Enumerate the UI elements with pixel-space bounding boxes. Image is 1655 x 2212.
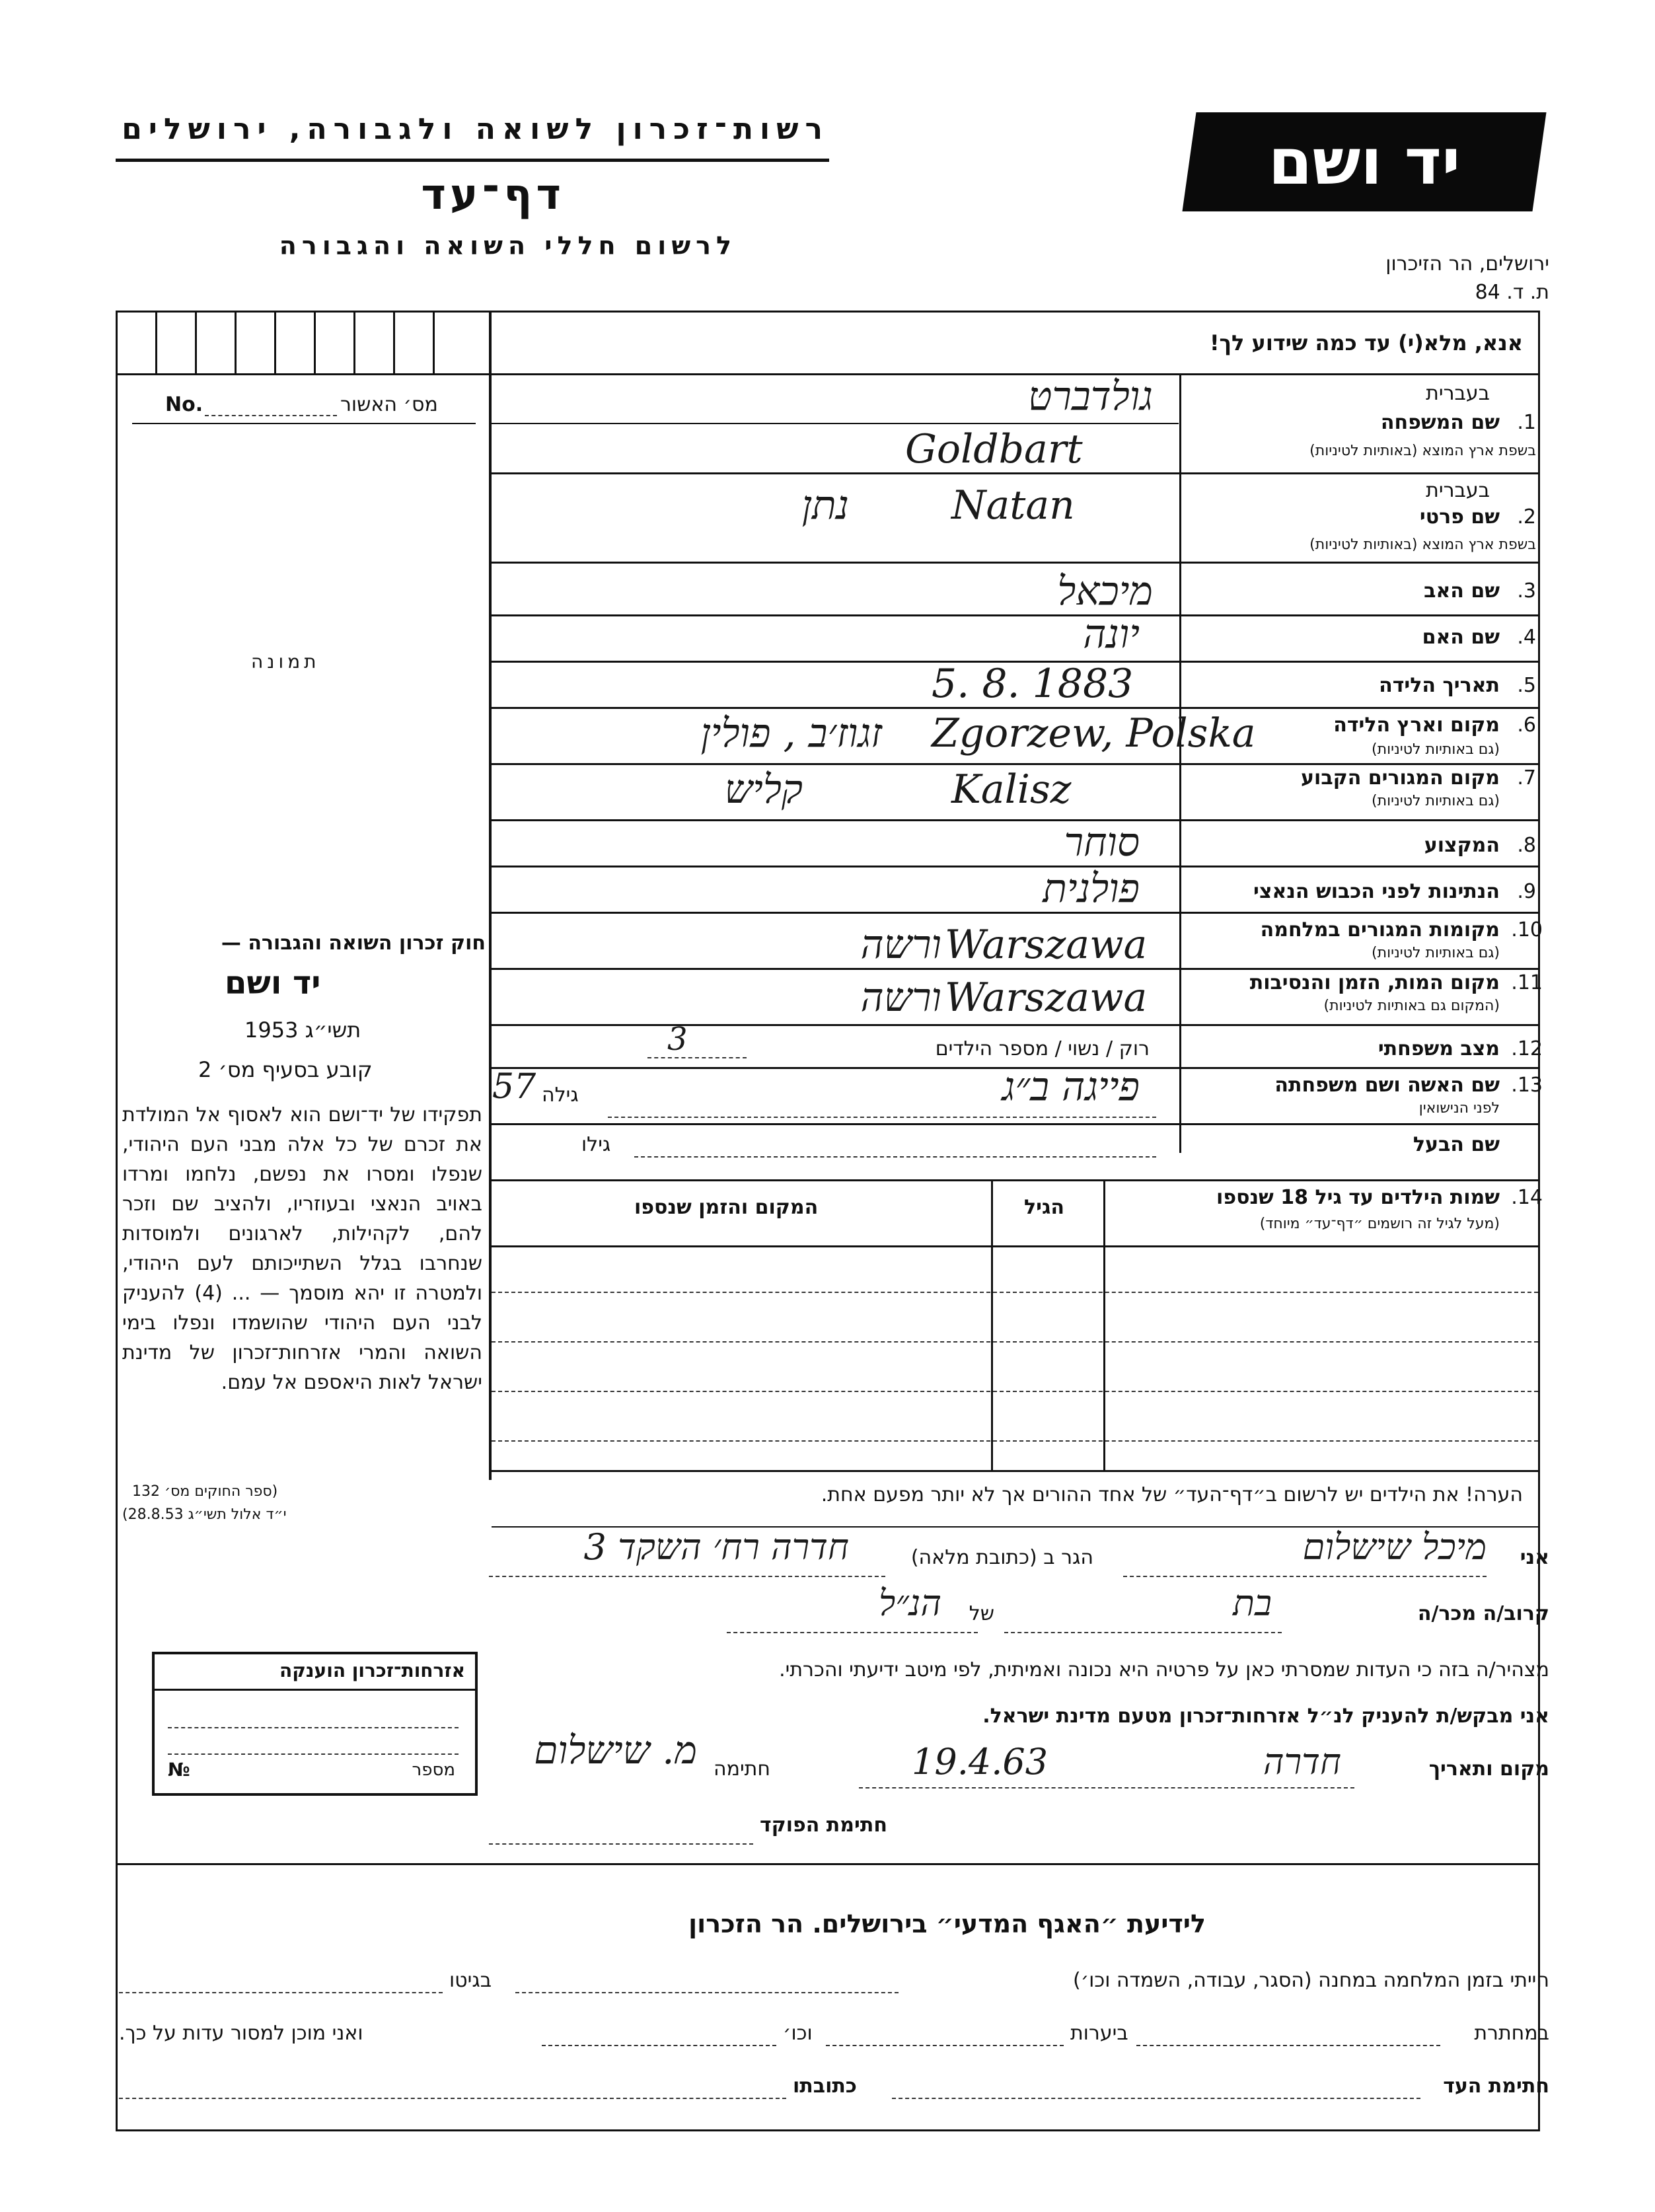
marital-options: רוק / נשוי / מספר הילדים (935, 1037, 1150, 1060)
field-9-num: 9. (1517, 880, 1536, 903)
field-2-sub: בשפת ארץ המוצא (באותיות לטיניות) (1309, 536, 1536, 553)
field-2-lang: בעברית (1426, 479, 1490, 502)
footer-line1b: בגיטו (449, 1969, 492, 1992)
row-rule (492, 423, 1179, 424)
citizenship-title: אזרחות־זכרון הוענקה (279, 1660, 465, 1681)
office-grid (116, 311, 489, 375)
header-rule (116, 159, 829, 162)
decl-request: אני מבקש/ת להעניק לנ״ל אזרחות־זכרון מטעם מדינת ישראל. (982, 1705, 1549, 1728)
children-count[interactable]: 3 (667, 1021, 688, 1058)
children-title: שמות הילדים עד גיל 18 שנספו (1216, 1186, 1500, 1209)
field-7-num: 7. (1517, 766, 1536, 790)
wartime-residence-hebrew[interactable]: ורשה (860, 922, 941, 968)
relation-value[interactable]: בת (1233, 1582, 1272, 1624)
decl-truth: מצהיר/ה בזה כי העדות שמסרתי כאן על פרטיה היא נכונה ואמיתית, לפי מיטב ידיעתי והכרתי. (779, 1658, 1549, 1681)
logo-text: יד ושם (1268, 125, 1461, 199)
field-5-label: תאריך הלידה (1379, 674, 1500, 697)
field-13-num: 13. (1511, 1074, 1543, 1097)
panel-divider (489, 311, 492, 1480)
family-name-hebrew[interactable]: גולדברט (1028, 373, 1153, 420)
footer-line3a: חתימת העד (1443, 2075, 1549, 2098)
reg-no-tag: No. (165, 393, 203, 416)
mother-name[interactable]: יונה (1083, 611, 1140, 657)
reg-rule (132, 423, 476, 424)
citizenship-box (152, 1652, 478, 1796)
law-year: תשי״ג 1953 (244, 1017, 361, 1043)
row-rule (492, 1123, 1538, 1125)
decl-date[interactable]: 19.4.63 (912, 1741, 1048, 1783)
field-11-num: 11. (1511, 971, 1543, 994)
field-5-num: 5. (1517, 674, 1536, 697)
law-name: יד ושם (225, 965, 321, 1002)
field-7-label: מקום המגורים הקבוע (1301, 766, 1500, 790)
children-bottom-rule (492, 1470, 1538, 1472)
birth-place-hebrew[interactable]: זגוז׳ב , פולין (700, 710, 882, 756)
wife-name[interactable]: פייגה ב״ג (1002, 1064, 1140, 1110)
footer-line1a: הייתי בזמן המלחמה במחנה (הסגר, עבודה, השמדה וכו׳) (1072, 1969, 1549, 1992)
field-13-label: שם האשה ושם משפחתה (1274, 1074, 1500, 1097)
children-col-divider (1103, 1179, 1105, 1470)
address: ירושלים, הר הזיכרון (1385, 252, 1549, 276)
husband-label: שם הבעל (1413, 1133, 1500, 1156)
field-3-label: שם האב (1424, 579, 1500, 603)
decl-place-date: מקום ותאריך (1428, 1757, 1549, 1781)
field-8-num: 8. (1517, 834, 1536, 857)
first-name-hebrew[interactable]: נתן (801, 482, 849, 529)
field-4-num: 4. (1517, 626, 1536, 649)
decl-relative: קרוב/ה מכר/ה (1417, 1602, 1549, 1625)
field-12-num: 12. (1511, 1037, 1543, 1060)
field-10-num: 10. (1511, 918, 1543, 941)
children-row[interactable] (492, 1292, 1538, 1293)
field-11-sub: (המקום גם באותיות לטיניות) (1323, 998, 1500, 1014)
birth-date[interactable]: 5. 8. 1883 (932, 661, 1134, 707)
field-6-label: מקום וארץ הלידה (1333, 714, 1500, 737)
declarant-line (1123, 1576, 1487, 1577)
decl-of: של (969, 1602, 994, 1625)
footer-etc-field[interactable] (542, 2045, 776, 2046)
field-11-label: מקום המות, הזמן והנסיבות (1249, 971, 1500, 994)
children-row[interactable] (492, 1440, 1538, 1442)
field-2-label: שם פרטי (1419, 505, 1500, 529)
row-rule (492, 562, 1538, 564)
decl-signature-label: חתימה (714, 1757, 771, 1781)
row-rule (492, 1024, 1538, 1026)
footer-ghetto-field[interactable] (119, 1992, 443, 1993)
footer-title: לידיעת ״האגף המדעי״ בירושלים. הר הזכרון (688, 1909, 1206, 1938)
intro-rule (489, 373, 1538, 375)
intro-text: אנא, מלא(י) עד כמה שידוע לך! (1209, 330, 1523, 355)
field-10-sub: (גם באותיות לטיניות) (1372, 945, 1500, 961)
field-9-label: הנתינות לפני הכבוש הנאצי (1253, 880, 1500, 903)
footer-forest-field[interactable] (826, 2045, 1064, 2046)
death-place-hebrew[interactable]: ורשה (860, 975, 941, 1021)
footer-underground-field[interactable] (1136, 2045, 1440, 2046)
row-rule (492, 763, 1538, 765)
children-count-line (647, 1057, 747, 1058)
wife-age-label: גילה (542, 1084, 579, 1107)
field-6-sub: (גם באותיות לטיניות) (1372, 741, 1500, 758)
residence-latin[interactable]: Kalisz (951, 766, 1072, 813)
row-rule (492, 866, 1538, 867)
children-sub: (מעל לגיל זה רושמים ״דף־עד״ מיוחד) (1259, 1216, 1500, 1232)
relation-line (1004, 1632, 1282, 1633)
pobox: ת. ד. 84 (1475, 281, 1549, 304)
decl-resides: הגר ב (כתובת מלאה) (910, 1546, 1093, 1569)
footer-line2a: במחתרת (1474, 2022, 1549, 2045)
footer-line3b: כתובתו (793, 2075, 857, 2098)
children-col-place: המקום והזמן שנספו (634, 1196, 819, 1219)
law-clause: קובע בסעיף מס׳ 2 (198, 1057, 373, 1082)
law-text: תפקידו של יד־ושם הוא לאסוף אל המולדת את זכרם של כל אלה מבני העם היהודי, שנפלו ומסרו את נפשם, נלחמו ומרדו באויב הנאצי ובעוזריו, ולהציב שם וזכר להם, לקהילות, לארגונים ולמוסדות שנחרבו בגלל השתייכותם לעם היהודי, ולמטרה זו יהא מוסמך — ... (4) להעניק לבני העם היהודי שהושמדו ונפלו בימי השואה והמרי אזרחות־זכרון של מדינת ישראל לאות היאספם אל עמם. (122, 1103, 482, 1394)
footer-line2c: וכו׳ (783, 2022, 813, 2045)
wife-line (608, 1117, 1156, 1118)
footer-line2b: ביערות (1070, 2022, 1128, 2045)
logo (1182, 112, 1546, 211)
field-6-num: 6. (1517, 714, 1536, 737)
father-name[interactable]: מיכאל (1057, 568, 1153, 614)
row-rule (492, 614, 1538, 616)
form-title: דף־עד (421, 170, 565, 219)
wartime-residence-latin[interactable]: Warszawa (945, 922, 1148, 968)
field-1-sub: בשפת ארץ המוצא (באותיות לטיניות) (1309, 443, 1536, 459)
footer-witness-signature[interactable] (892, 2098, 1420, 2099)
field-2-num: 2. (1517, 505, 1536, 529)
row-rule (492, 819, 1538, 821)
field-3-num: 3. (1517, 579, 1536, 603)
note: הערה! את הילדים יש לרשום ב״דף־העד״ של אחד ההורים אך לא יותר מפעם אחת. (821, 1483, 1523, 1506)
place-date-line (859, 1787, 1354, 1788)
children-header-rule (492, 1245, 1538, 1247)
field-8-label: המקצוע (1424, 834, 1500, 857)
of-line (727, 1632, 978, 1633)
row-rule (492, 707, 1538, 709)
footer-camp-field[interactable] (515, 1992, 899, 1993)
declarant-name[interactable]: מיכל שישלום (1302, 1526, 1487, 1568)
field-13-sub: לפני הנישואין (1418, 1100, 1500, 1117)
field-10-label: מקומות המגורים במלחמה (1260, 918, 1500, 941)
law-title: חוק זכרון השואה והגבורה — (221, 932, 486, 955)
children-col-age: הגיל (1024, 1196, 1064, 1219)
field-1-lang: בעברית (1426, 382, 1490, 405)
row-rule (492, 1179, 1538, 1181)
footer-rule (116, 1863, 1538, 1865)
form-subtitle: לרשום חללי השואה והגבורה (279, 231, 737, 260)
citizenship-number-tag: № (168, 1759, 190, 1781)
field-1-num: 1. (1517, 411, 1536, 434)
declarant-address[interactable]: חדרה רח׳ השקד 3 (583, 1526, 849, 1568)
field-7-sub: (גם באותיות לטיניות) (1372, 793, 1500, 809)
decl-place[interactable]: חדרה (1263, 1741, 1341, 1783)
authority-title: רשות־זכרון לשואה ולגבורה, ירושלים (122, 112, 829, 146)
footer-line2d: ואני מוכן למסור עדות על כך. (119, 2022, 363, 2045)
birth-place-latin[interactable]: Zgorzew, Polska (932, 710, 1256, 756)
officer-signature-field[interactable] (489, 1843, 753, 1845)
field-14-num: 14. (1511, 1186, 1543, 1209)
law-ref1: (ספר החוקים מס׳ 132 (132, 1483, 278, 1500)
decl-signature[interactable]: מ. שישלום (534, 1728, 697, 1773)
row-rule (492, 968, 1538, 970)
death-place-latin[interactable]: Warszawa (945, 975, 1148, 1021)
residence-hebrew[interactable]: קליש (724, 766, 803, 813)
law-ref2: י״ד אלול תשי״ג 28.8.53) (122, 1506, 287, 1523)
of-value[interactable]: הנ״ל (879, 1582, 941, 1624)
husband-age-label: גילו (581, 1133, 611, 1156)
children-col-divider (991, 1179, 993, 1470)
row-rule (492, 912, 1538, 914)
husband-field[interactable] (634, 1156, 1156, 1158)
citizenship[interactable]: פולנית (1043, 866, 1140, 912)
address-line (489, 1576, 885, 1577)
family-name-latin[interactable]: Goldbart (905, 426, 1083, 472)
footer-witness-address[interactable] (119, 2098, 786, 2099)
photo-label: תמונה (251, 651, 320, 673)
reg-no-field[interactable] (205, 415, 337, 416)
field-12-label: מצב משפחתי (1378, 1037, 1500, 1060)
wife-age[interactable]: 57 (492, 1067, 536, 1107)
first-name-latin[interactable]: Natan (951, 482, 1075, 529)
decl-i: אני (1520, 1546, 1549, 1569)
citizenship-number-label: מספר (412, 1760, 455, 1780)
reg-no-label: מס׳ האשור (340, 393, 438, 416)
decl-officer: חתימת הפוקד (760, 1814, 887, 1837)
children-row[interactable] (492, 1341, 1538, 1343)
field-4-label: שם האם (1422, 626, 1500, 649)
children-row[interactable] (492, 1391, 1538, 1392)
occupation[interactable]: סוחר (1064, 819, 1140, 866)
field-1-label: שם המשפחה (1380, 411, 1500, 434)
row-rule (492, 472, 1538, 474)
